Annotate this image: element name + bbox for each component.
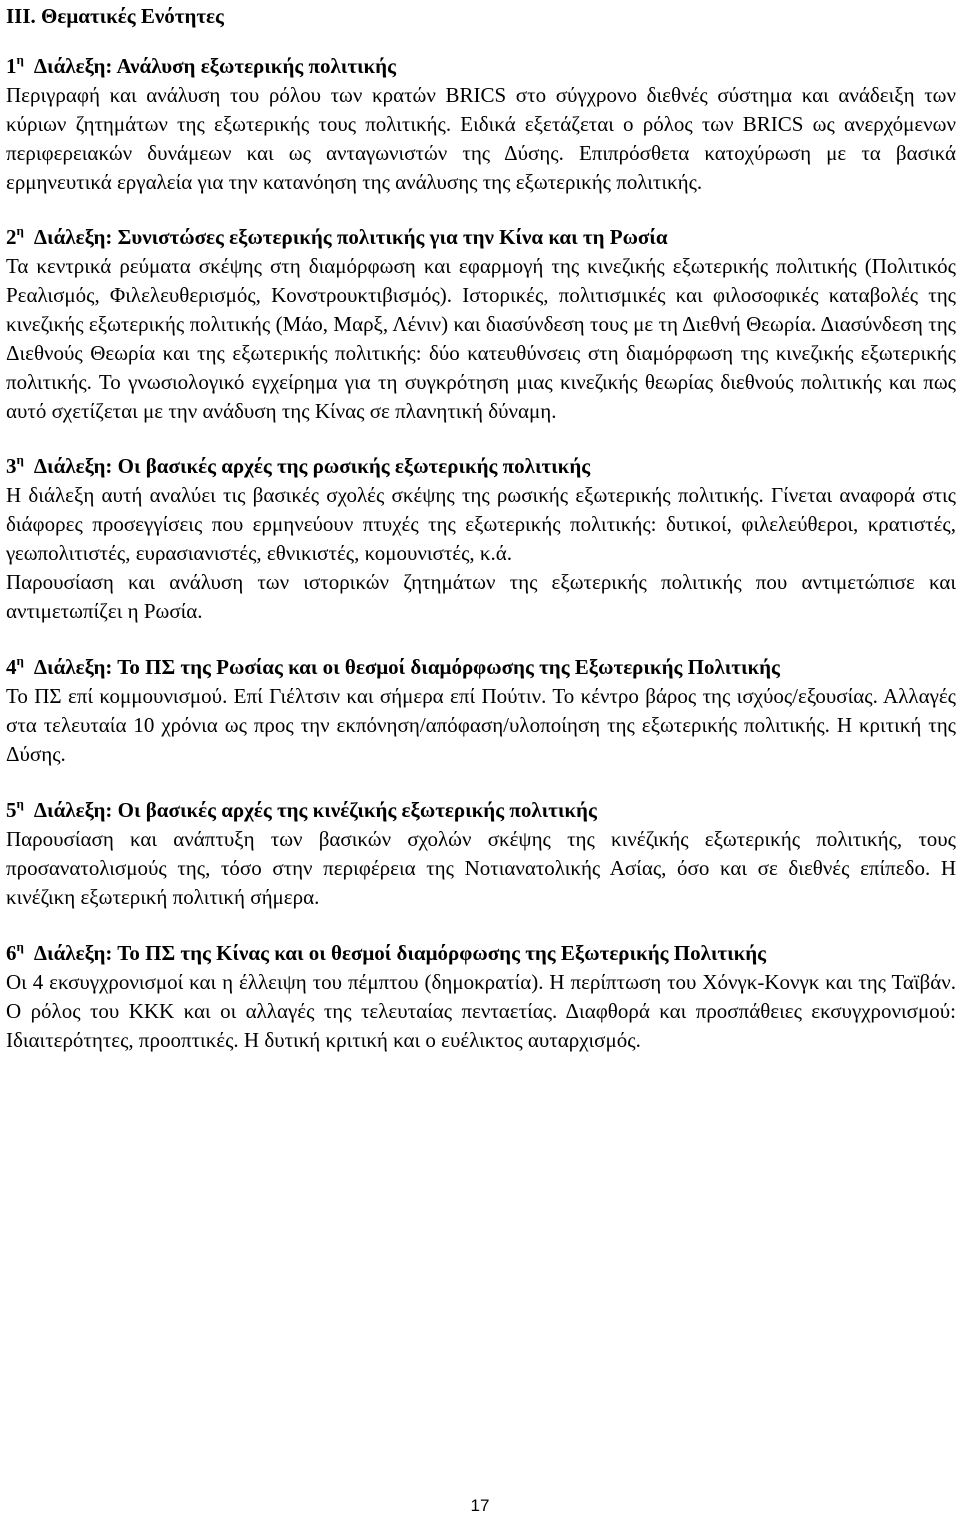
lecture-heading — [6, 223, 956, 252]
lecture-heading — [6, 939, 956, 968]
lecture-title: Διάλεξη: Ανάλυση εξωτερικής πολιτικής — [33, 54, 396, 78]
lecture-number: 3 — [6, 454, 17, 478]
lecture-title: Διάλεξη: Οι βασικές αρχές της κινέζικής εξωτερικής πολιτικής — [33, 798, 597, 822]
lecture-1 — [6, 52, 956, 197]
lecture-heading — [6, 653, 956, 682]
lecture-paragraph: Η διάλεξη αυτή αναλύει τις βασικές σχολές σκέψης της ρωσικής εξωτερικής πολιτικής. Γίνεται αναφορά στις διάφορες προσεγγίσεις που ερμηνεύουν πτυχές της εξωτερικής πολιτικής: δυτικοί, φιλελεύθεροι, κρατιστές, γεωπολιτιστές, ευρασιανιστές, εθνικιστές, κομουνιστές, κ.ά. — [6, 483, 956, 565]
lecture-number: 4 — [6, 655, 17, 679]
lecture-number: 5 — [6, 798, 17, 822]
lecture-6 — [6, 939, 956, 1055]
lecture-2 — [6, 223, 956, 426]
section-title: ΙΙΙ. Θεματικές Ενότητες — [6, 4, 224, 28]
lecture-paragraph: Παρουσίαση και ανάλυση των ιστορικών ζητημάτων της εξωτερικής πολιτικής που αντιμετώπισε και αντιμετωπίζει η Ρωσία. — [6, 570, 956, 623]
lecture-paragraph: Περιγραφή και ανάλυση του ρόλου των κρατών BRICS στο σύγχρονο διεθνές σύστημα και ανάδειξη των κύριων ζητημάτων της εξωτερικής τους πολιτικής. Ειδικά εξετάζεται ο ρόλος των BRICS ως ανερχόμενων περιφερειακών δυνάμεων και ως ανταγωνιστών της Δύσης. Επιπρόσθετα κατοχύρωση με τα βασικά ερμηνευτικά εργαλεία για την κατανόηση της ανάλυσης της εξωτερικής πολιτικής. — [6, 83, 956, 194]
lecture-heading — [6, 796, 956, 825]
lecture-ordinal-suffix: η — [16, 796, 24, 811]
lecture-paragraph: Τα κεντρικά ρεύματα σκέψης στη διαμόρφωση και εφαρμογή της κινεζικής εξωτερικής πολιτικής (Πολιτικός Ρεαλισμός, Φιλελευθερισμός, Κονστρουκτιβισμός). Ιστορικές, πολιτισμικές και φιλοσοφικές καταβολές της κινεζικής εξωτερικής πολιτικής (Μάο, Μαρξ, Λένιν) και διασύνδεση τους με τη Διεθνή Θεωρία. Διασύνδεση της Διεθνούς Θεωρία και της εξωτερικής πολιτικής: δύο κατευθύνσεις στη διαμόρφωση της κινεζικής εξωτερικής πολιτικής. Το γνωσιολογικό εγχείρημα για τη συγκρότηση μιας κινεζικής θεωρίας διεθνούς πολιτικής και πως αυτό σχετίζεται με την ανάδυση της Κίνας σε πλανητική δύναμη. — [6, 254, 956, 423]
document-page — [6, 0, 956, 1055]
lecture-number: 6 — [6, 941, 17, 965]
lecture-title: Διάλεξη: Το ΠΣ της Ρωσίας και οι θεσμοί διαμόρφωσης της Εξωτερικής Πολιτικής — [33, 655, 780, 679]
lecture-paragraph: Το ΠΣ επί κομμουνισμού. Επί Γιέλτσιν και σήμερα επί Πούτιν. Το κέντρο βάρος της ισχύος/εξουσίας. Αλλαγές στα τελευταία 10 χρόνια ως προς την εκπόνηση/απόφαση/υλοποίηση της εξωτερικής πολιτικής. Η κριτική της Δύσης. — [6, 684, 956, 766]
lecture-heading — [6, 52, 956, 81]
lecture-heading — [6, 452, 956, 481]
lecture-5 — [6, 796, 956, 912]
lecture-4 — [6, 653, 956, 769]
lecture-title: Διάλεξη: Συνιστώσες εξωτερικής πολιτικής για την Κίνα και τη Ρωσία — [33, 225, 668, 249]
lecture-ordinal-suffix: η — [16, 653, 24, 668]
lecture-number: 1 — [6, 54, 17, 78]
lecture-ordinal-suffix: η — [16, 939, 24, 954]
lecture-title: Διάλεξη: Το ΠΣ της Κίνας και οι θεσμοί διαμόρφωσης της Εξωτερικής Πολιτικής — [33, 941, 767, 965]
lecture-title: Διάλεξη: Οι βασικές αρχές της ρωσικής εξωτερικής πολιτικής — [33, 454, 591, 478]
lecture-paragraph: Παρουσίαση και ανάπτυξη των βασικών σχολών σκέψης της κινέζικής εξωτερικής πολιτικής, τους προσανατολισμούς της, τόσο στην περιφέρεια της Νοτιανατολικής Ασίας, όσο και σε διεθνές επίπεδο. Η κινέζικη εξωτερική πολιτική σήμερα. — [6, 827, 956, 909]
lecture-ordinal-suffix: η — [16, 452, 24, 467]
page-number: 17 — [470, 1496, 490, 1515]
lecture-3 — [6, 452, 956, 626]
lecture-ordinal-suffix: η — [16, 223, 24, 238]
lecture-number: 2 — [6, 225, 17, 249]
lecture-ordinal-suffix: η — [16, 52, 24, 67]
lecture-paragraph: Οι 4 εκσυγχρονισμοί και η έλλειψη του πέμπτου (δημοκρατία). Η περίπτωση του Χόνγκ-Κονγκ και της Ταϊβάν. Ο ρόλος του ΚΚΚ και οι αλλαγές της τελευταίας πενταετίας. Διαφθορά και προσπάθειες εκσυγχρονισμού: Ιδιαιτερότητες, προοπτικές. Η δυτική κριτική και ο ευέλικτος αυταρχισμός. — [6, 970, 956, 1052]
